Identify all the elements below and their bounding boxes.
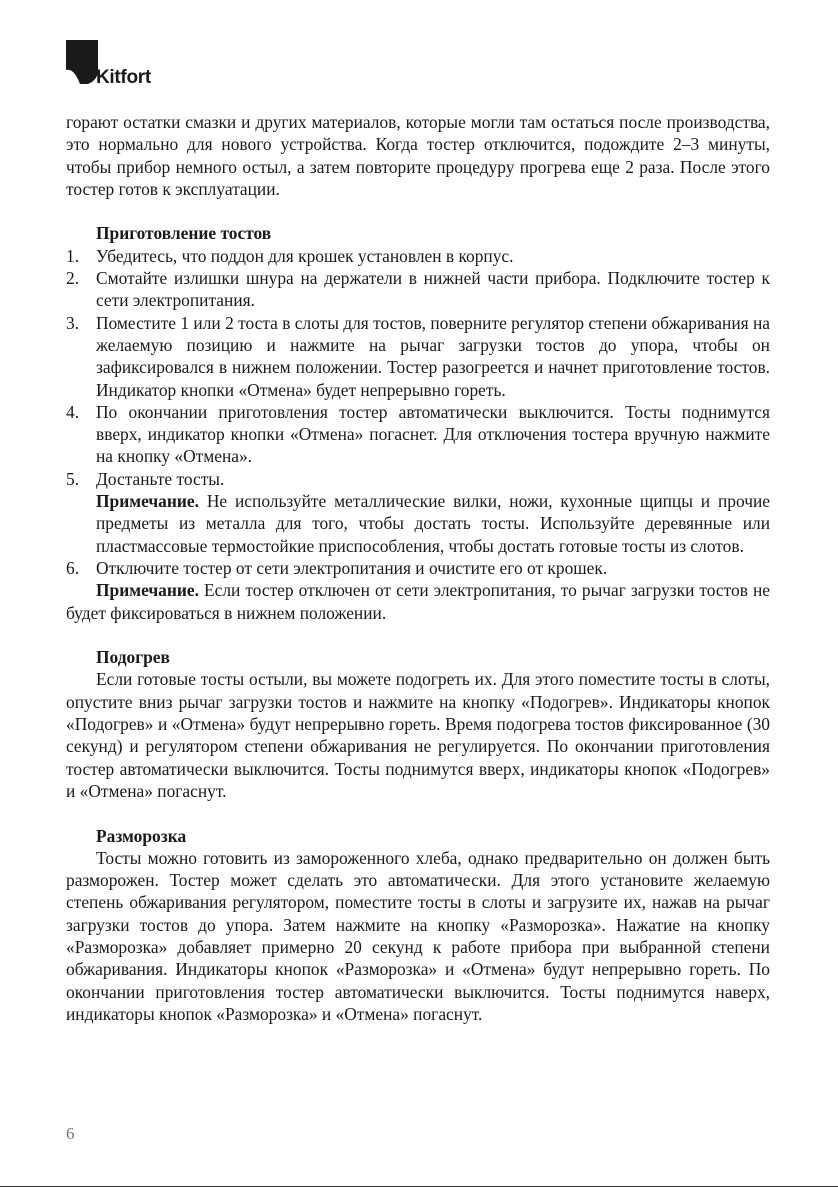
list-item: 6. Отключите тостер от сети электропитания и очистите его от крошек. [66,557,608,578]
page-bottom-rule [0,1186,838,1187]
section-reheat [66,646,770,802]
list-item: 1. Убедитесь, что поддон для крошек установлен в корпус. [66,245,514,266]
note-text: Не используйте металлические вилки, ножи, кухонные щипцы и прочие предметы из металла для того, чтобы достать тосты. Используйте деревянные или пластмассовые термостойкие приспособления, чтобы достать готовые тосты из слотов. [96,491,770,556]
reheat-paragraph: Если готовые тосты остыли, вы можете подогреть их. Для этого поместите тосты в слоты, опустите вниз рычаг загрузки тостов и нажмите на кнопку «Подогрев». Индикаторы кнопок «Подогрев» и «Отмена» будут непрерывно гореть. Время подогрева тостов фиксированное (30 секунд) и регулятором степени обжаривания не регулируется. По окончании приготовления тостер автоматически выключится. Тосты поднимутся вверх, индикаторы кнопок «Подогрев» и «Отмена» погаснут. [66,669,770,801]
defrost-paragraph: Тосты можно готовить из замороженного хлеба, однако предварительно он должен быть разморожен. Тостер может сделать это автоматически. Для этого установите желаемую степень обжаривания регулятором, поместите тосты в слоты и загрузите их, нажав на рычаг загрузки тостов до упора. Затем нажмите на кнопку «Разморозка». Нажатие на кнопку «Разморозка» добавляет примерно 20 секунд к работе прибора при выбранной степени обжаривания. Индикаторы кнопок «Разморозка» и «Отмена» будут непрерывно гореть. По окончании приготовления тостер автоматически выключится. Тосты поднимутся наверх, индикаторы кнопок «Разморозка» и «Отмена» погаснут. [66,847,770,1024]
page-number: 6 [66,1124,75,1143]
list-item: 2. Смотайте излишки шнура на держатели в нижней части прибора. Подключите тостер к сети электропитания. [66,268,770,311]
toasting-note [66,579,770,624]
list-item: 3. Поместите 1 или 2 тоста в слоты для тостов, поверните регулятор степени обжаривания на желаемую позицию и нажмите на рычаг загрузки тостов до упора, чтобы он зафиксировался в нижнем положении. Тостер разогреется и начнет приготовление тостов. Индикатор кнопки «Отмена» будет непрерывно гореть. [66,312,770,400]
brand-name: Kitfort [96,67,151,88]
note-label: Примечание. [96,580,199,601]
section-defrost [66,825,770,1026]
section-heading-toasting: Приготовление тостов [96,223,272,244]
section-heading-defrost: Разморозка [96,825,187,846]
section-heading-reheat: Подогрев [96,647,170,668]
intro-paragraph: горают остатки смазки и других материалов, которые могли там остаться после производства, это нормально для нового устройства. Когда тостер отключится, подождите 2–3 минуты, чтобы прибор немного остыл, а затем повторите процедуру прогрева еще 2 раза. После этого тостер готов к эксплуатации. [66,112,770,199]
step-note [96,490,770,557]
list-item: 4. По окончании приготовления тостер автоматически выключится. Тосты поднимутся вверх, индикатор кнопки «Отмена» погаснет. Для отключения тостера вручную нажмите на кнопку «Отмена». [66,401,770,467]
page-content [66,111,770,1025]
list-item: 5. Достаньте тосты. Примечание. Не используйте металлические вилки, ножи, кухонные щипцы и прочие предметы из металла для того, чтобы достать тосты. Используйте деревянные или пластмассовые термостойкие приспособления, чтобы достать готовые тосты из слотов. [66,468,770,556]
section-toasting [66,222,770,623]
toasting-steps [66,245,770,579]
note-label: Примечание. [96,491,199,512]
kitfort-logo-icon [66,40,98,84]
brand-logo [66,40,186,90]
note-text: Если тостер отключен от сети электропитания, то рычаг загрузки тостов не будет фиксироваться в нижнем положении. [66,580,770,623]
